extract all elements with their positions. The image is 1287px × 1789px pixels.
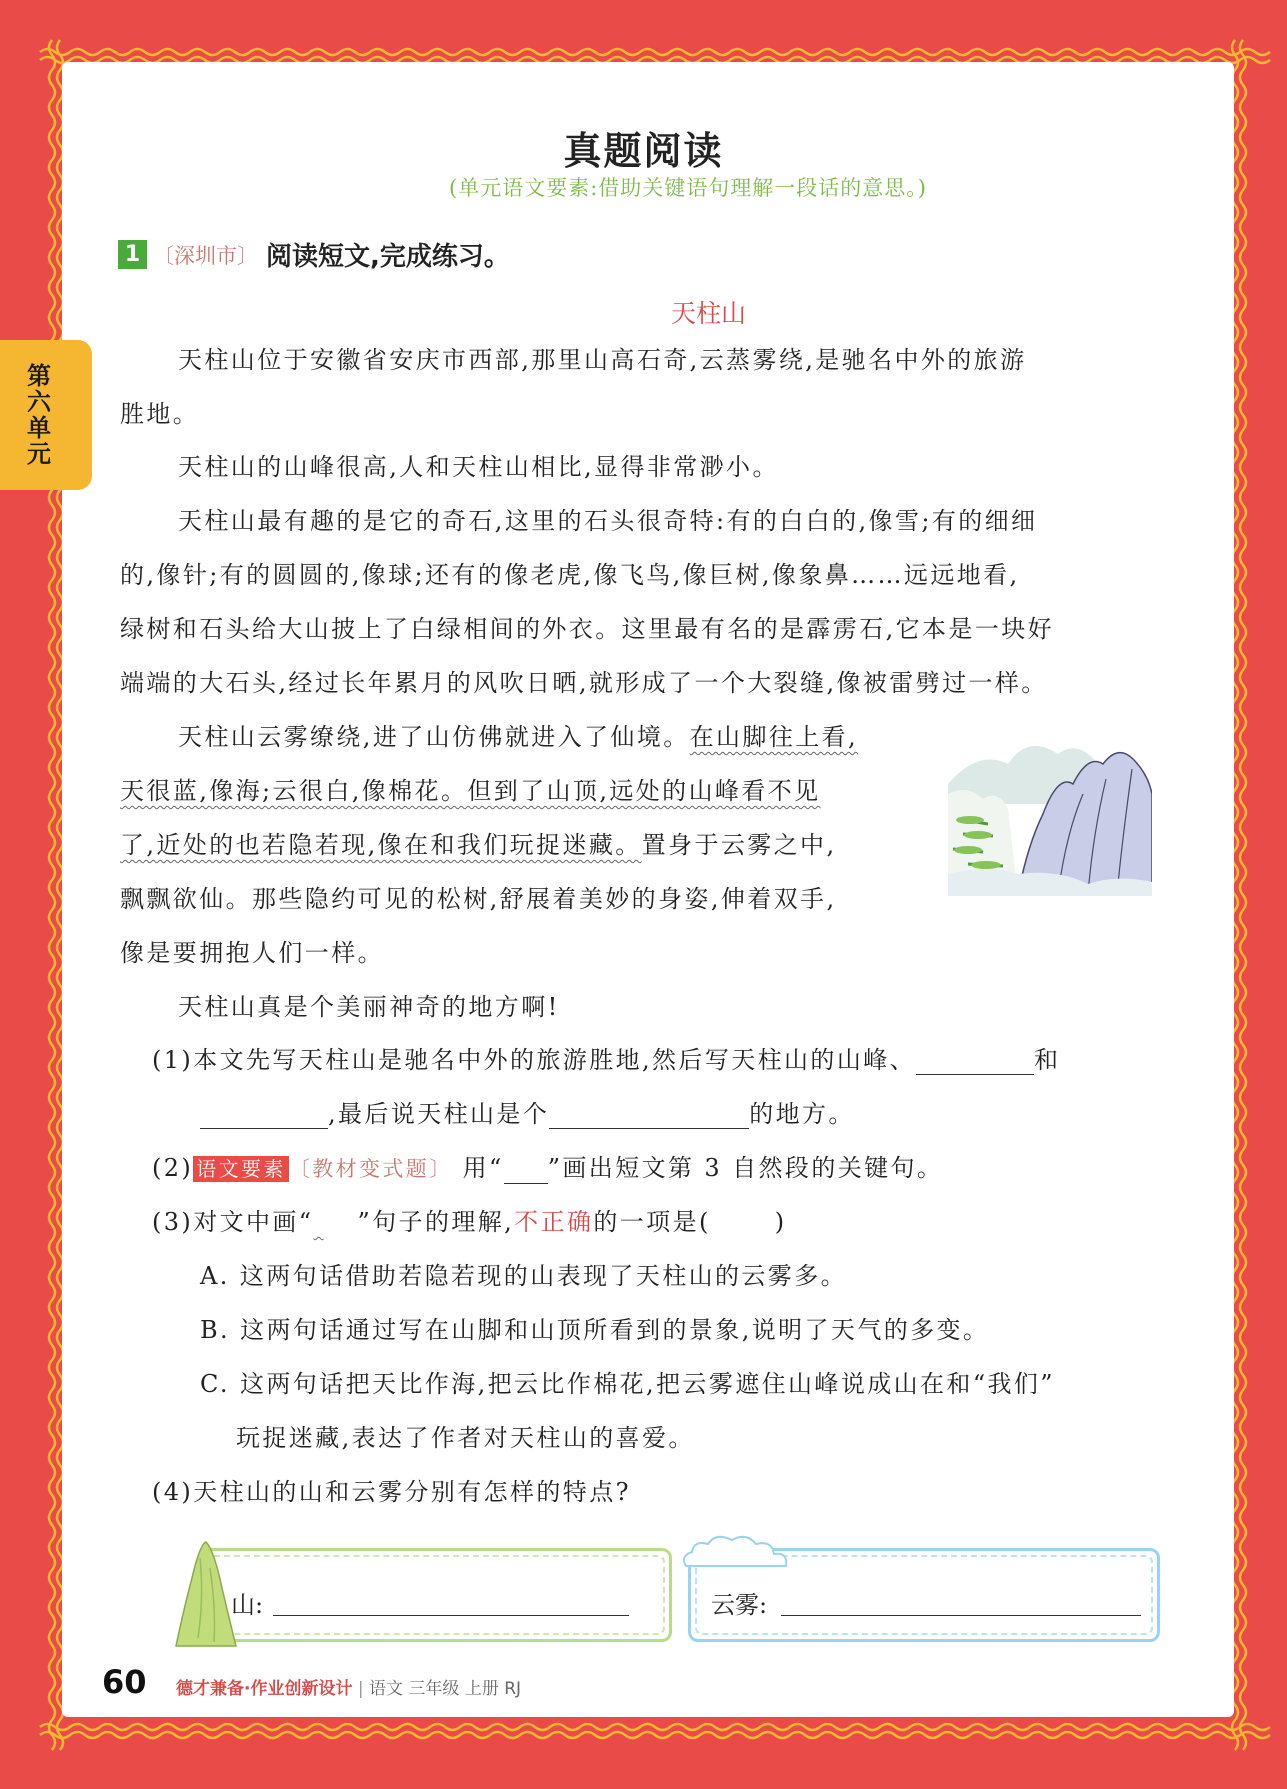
unit-tab (0, 340, 92, 490)
exercise-1-text: (1)本文先写天柱山是驰名中外的旅游胜地,然后写天柱山的山峰、 (152, 1046, 917, 1074)
question-source: 〔深圳市〕 (153, 243, 258, 268)
passage-line (120, 830, 837, 860)
footer-book-info: 语文 三年级 上册 RJ (369, 1679, 522, 1699)
mountain-illustration (948, 724, 1152, 896)
cloud-icon (676, 1530, 806, 1572)
passage-line: 胜地。 (120, 400, 200, 428)
wavy-border-line (40, 1724, 1270, 1730)
footer-info: 德才兼备·作业创新设计 | 语文 三年级 上册 RJ (176, 1679, 522, 1699)
wavy-underlined-segment: 在山脚往上看, (689, 723, 859, 751)
page-number: 60 (102, 1663, 147, 1701)
wavy-underlined-line: 天很蓝,像海;云很白,像棉花。但到了山顶,远处的山峰看不见 (120, 777, 821, 805)
cloud-answer-label: 云雾: (711, 1591, 768, 1619)
exercise-3-text: ”句子的理解, (357, 1208, 515, 1236)
footer-brand: 德才兼备·作业创新设计 (176, 1679, 353, 1699)
exercise-2-text: ”画出短文第 3 自然段的关键句。 (547, 1154, 944, 1182)
fill-blank[interactable] (916, 1050, 1034, 1075)
exercise-1 (152, 1045, 1060, 1075)
page-subtitle: (单元语文要素:借助关键语句理解一段话的意思。) (449, 176, 927, 200)
passage-line: 端端的大石头,经过长年累月的风吹日晒,就形成了一个大裂缝,像被雷劈过一样。 (120, 669, 1048, 697)
wavy-border-line (40, 1732, 1270, 1738)
skill-badge: 语文要素 (193, 1156, 289, 1182)
unit-tab-label: 第六单元 (22, 363, 51, 467)
mountain-answer-label: 山: (231, 1591, 264, 1619)
exercise-2 (152, 1153, 943, 1184)
exercise-3-text: ) (774, 1208, 787, 1236)
option-b: B. 这两句话通过写在山脚和山顶所看到的景象,说明了天气的多变。 (200, 1316, 990, 1344)
mountain-answer-line[interactable] (273, 1615, 629, 1616)
passage-line: 的,像针;有的圆圆的,像球;还有的像老虎,像飞鸟,像巨树,像象鼻……远远地看, (120, 561, 1020, 589)
exercise-1-text: 的地方。 (749, 1100, 855, 1128)
emphasis-text: 不正确 (514, 1208, 594, 1236)
passage-line: 绿树和石头给大山披上了白绿相间的外衣。这里最有名的是霹雳石,它本是一块好 (120, 615, 1055, 643)
passage-line: 像是要拥抱人们一样。 (120, 939, 384, 967)
question-instruction: 阅读短文,完成练习。 (266, 242, 510, 272)
mountain-icon (170, 1538, 240, 1650)
wavy-underline-sample (313, 1207, 357, 1237)
passage-line: 天柱山最有趣的是它的奇石,这里的石头很奇特:有的白白的,像雪;有的细细 (178, 507, 1038, 535)
underline-sample (504, 1159, 548, 1184)
exercise-1-text: 和 (1034, 1046, 1061, 1074)
exercise-3-text: (3)对文中画“ (152, 1208, 314, 1236)
question-header (118, 236, 510, 273)
passage-line: 天柱山位于安徽省安庆市西部,那里山高石奇,云蒸雾绕,是驰名中外的旅游 (178, 346, 1027, 374)
passage-title: 天柱山 (670, 299, 746, 328)
wavy-border-line (40, 49, 1270, 55)
exercise-1-cont (200, 1099, 855, 1129)
exercise-2-number: (2) (152, 1154, 194, 1182)
exercise-2-text: 用“ (462, 1154, 504, 1182)
passage-line: 天柱山真是个美丽神奇的地方啊! (178, 993, 560, 1021)
question-number: 1 (118, 240, 147, 269)
option-c-cont: 玩捉迷藏,表达了作者对天柱山的喜爱。 (236, 1424, 695, 1452)
passage-line: 天柱山的山峰很高,人和天柱山相比,显得非常渺小。 (178, 453, 779, 481)
fill-blank[interactable] (549, 1104, 749, 1129)
mountain-answer-box (200, 1548, 672, 1642)
fill-blank[interactable] (200, 1104, 328, 1129)
option-c: C. 这两句话把天比作海,把云比作棉花,把云雾遮住山峰说成山在和“我们” (200, 1370, 1055, 1398)
passage-segment: 天柱山云雾缭绕,进了山仿佛就进入了仙境。 (178, 723, 690, 751)
exercise-4: (4)天柱山的山和云雾分别有怎样的特点? (152, 1478, 631, 1506)
exercise-3-text: 的一项是( (593, 1208, 711, 1236)
exercise-1-text: ,最后说天柱山是个 (328, 1100, 550, 1128)
exercise-tag: 〔教材变式题〕 (288, 1157, 453, 1181)
option-a: A. 这两句话借助若隐若现的山表现了天柱山的云雾多。 (200, 1262, 847, 1290)
cloud-answer-line[interactable] (781, 1615, 1141, 1616)
passage-line (178, 722, 858, 752)
passage-line: 飘飘欲仙。那些隐约可见的松树,舒展着美妙的身姿,伸着双手, (120, 885, 837, 913)
wavy-underlined-segment: 了,近处的也若隐若现,像在和我们玩捉迷藏。 (120, 831, 642, 859)
exercise-3 (152, 1207, 787, 1237)
page-title: 真题阅读 (563, 129, 724, 173)
passage-segment: 置身于云雾之中, (641, 831, 837, 859)
